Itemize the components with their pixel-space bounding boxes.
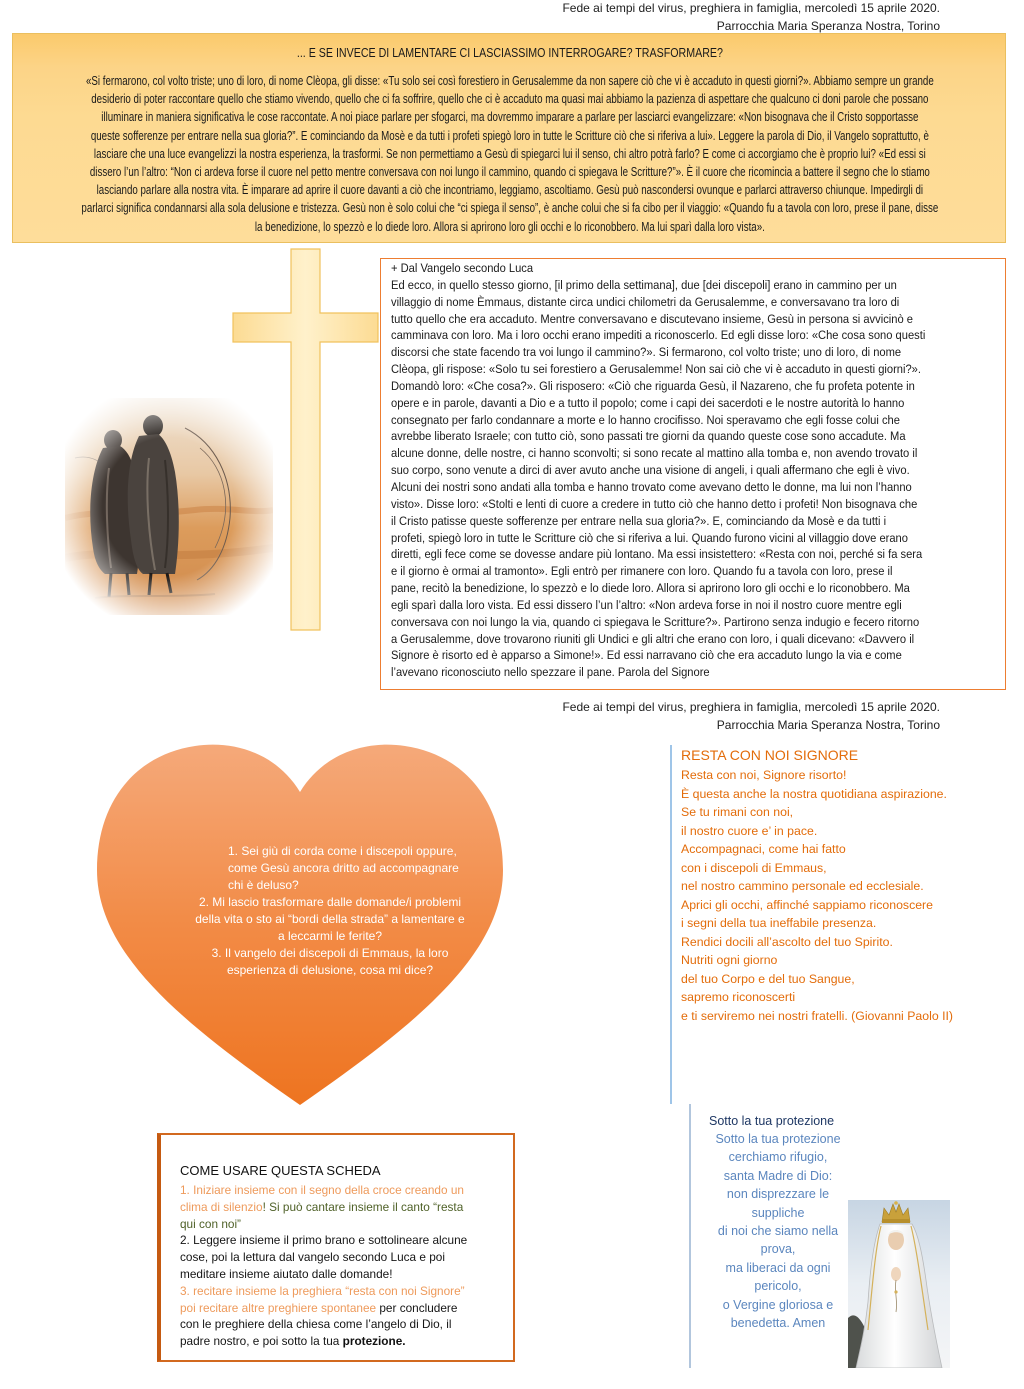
marian-prayer-line: santa Madre di Dio: (723, 1168, 833, 1183)
marian-prayer-line: di noi che siamo nella (717, 1224, 839, 1239)
instructions-line-segment: 3. recitare insieme la preghiera “resta con noi Signore” (180, 1283, 465, 1298)
instructions-line (180, 1300, 467, 1317)
header-top-line-2: Parrocchia Maria Speranza Nostra, Torino (716, 18, 940, 33)
gospel-line: visto». Disse loro: «Stolti e lenti di cuore a credere in tutto ciò che hanno detto i profeti! Non bisognava che (391, 496, 918, 511)
gospel-line: suo corpo, sono venute a dirci di aver avuto anche una visione di angeli, i quali affermano che egli è vivo. (391, 463, 910, 478)
header-top-line-1: Fede ai tempi del virus, preghiera in famiglia, mercoledì 15 aprile 2020. (562, 1, 940, 15)
gospel-line: Signore è risorto ed è apparso a Simone!». Ed essi narravano ciò che era accaduto lungo la via e come (391, 648, 902, 663)
instructions-body (180, 1182, 467, 1350)
gospel-line: camminava con loro. Ma i loro occhi erano impediti a riconoscerlo. Ed egli disse loro: «Che cosa sono questi (391, 328, 926, 343)
instructions-line-segment: ! Si può cantare insieme il canto “resta (262, 1199, 464, 1214)
gospel-line: consegnato per farlo condannare a morte e lo hanno crocifisso. Noi speravamo che egli fosse colui che (391, 412, 900, 427)
gospel-line: profeti, spiegò loro in tutte le Scritture ciò che si riferiva a lui. Quando furono vicini al villaggio dove erano (391, 530, 908, 545)
prayer-line: con i discepoli di Emmaus, (681, 860, 827, 875)
instructions-line-segment: clima di silenzio (180, 1199, 263, 1214)
header-top (562, 0, 940, 35)
question-line: 2. Mi lascio trasformare dalle domande/i problemi (198, 895, 462, 909)
question-1 (228, 843, 459, 894)
gospel-line: Ed ecco, in quello stesso giorno, [il primo della settimana], due [dei discepoli] erano in cammino per un (391, 277, 897, 292)
instructions-line (180, 1249, 467, 1266)
prayer-line: È questa anche la nostra quotidiana aspirazione. (681, 786, 947, 801)
marian-prayer-line: pericolo, (754, 1279, 802, 1294)
prayer-line: e ti serviremo nei nostri fratelli. (Giovanni Paolo II) (681, 1008, 954, 1023)
prayer-line: Se tu rimani con noi, (681, 805, 794, 819)
intro-line: dissero l’un l’altro: “Non ci ardeva forse il cuore nel petto mentre conversava con noi lungo il cammino, quando ci spiegava le Scritture?”». È il cuore che ricomincia a battere il segno che lo stiamo (89, 165, 930, 180)
instructions-line (180, 1232, 467, 1249)
question-3 (160, 945, 500, 979)
prayer-line: Nutriti ogni giorno (681, 953, 778, 967)
marian-prayer-line: prova, (760, 1242, 796, 1257)
gospel-body (391, 277, 1003, 681)
instructions-line-segment: protezione. (342, 1334, 406, 1349)
intro-body (13, 72, 1006, 236)
prayer-title: RESTA CON NOI SIGNORE (681, 747, 859, 763)
intro-line: lasciare che una luce evangelizzi la nostra esperienza, la trasformi. Se non permettiamo a Gesù di spiegarci lui il senso, chi altro potrà farlo? E come ci accorgiamo che è proprio lui? «Ed essi si (93, 146, 926, 161)
gospel-line: Domandò loro: «Che cosa?». Gli risposero: «Ciò che riguarda Gesù, il Nazareno, che fu profeta potente in (391, 378, 915, 393)
instructions-line-segment: meditare insieme aiutato dalle domande! (180, 1266, 393, 1281)
question-line: chi è deluso? (228, 878, 299, 892)
gospel-line: diretti, egli fece come se dovesse andare più lontano. Ma essi insistettero: «Resta con noi, perché si fa sera (391, 547, 923, 562)
marian-prayer-title: Sotto la tua protezione (709, 1114, 835, 1128)
intro-line: illuminare in maniera significativa le cose raccontate. A noi piace parlare per sfogarci, ma dovremmo imparare a parlare per lasciarci evangelizzare: «Non bisognava che il Cristo sopportasse (101, 110, 919, 125)
instructions-line (180, 1316, 467, 1333)
gospel-line: villaggio di nome Èmmaus, distante circa undici chilometri da Gerusalemme, e conversavano tra loro di (391, 294, 900, 309)
gospel-reading-box (380, 258, 1006, 690)
marian-prayer-line: o Vergine gloriosa e (722, 1297, 834, 1312)
intro-line: «Si fermarono, col volto triste; uno di loro, di nome Clèopa, gli disse: «Tu solo sei così forestiero in Gerusalemme da non sapere ciò che vi è accaduto in questi giorni?». Abbiamo sempre un grande (85, 74, 934, 88)
emmaus-painting-image (65, 398, 273, 615)
marian-prayer-divider (689, 1104, 691, 1368)
gospel-text (391, 260, 1003, 681)
prayer-body (681, 766, 953, 1025)
prayer-line: i segni della tua ineffabile presenza. (681, 916, 877, 930)
marian-prayer-line: ma liberaci da ogni (725, 1260, 831, 1275)
gospel-line: tutto quello che era accaduto. Mentre conversavano e discutevano insieme, Gesù in persona si avvicinò e (391, 311, 913, 326)
instructions-line-segment: per concludere (376, 1300, 458, 1315)
gospel-line: e il giorno è ormai al tramonto». Egli entrò per rimanere con loro. Quando fu a tavola con loro, prese il (391, 564, 893, 579)
instructions-line-segment: con le preghiere della chiesa come l’angelo di Dio, il (180, 1317, 452, 1332)
marian-prayer-body (700, 1130, 856, 1332)
question-line: della vita o sto ai “bordi della strada” a lamentare e (195, 912, 465, 926)
instructions-line (180, 1216, 467, 1233)
gospel-line: conversava con noi lungo la via, quando ci spiegava le Scritture?». Partirono senza indugio e fecero ritorno (391, 614, 920, 629)
gospel-line: l’avevano riconosciuto nello spezzare il pane. Parola del Signore (391, 665, 710, 680)
gospel-line: discorsi che state facendo tra voi lungo il cammino?». Si fermarono, col volto triste; uno di loro, di nome (391, 345, 902, 360)
gospel-line: Alcuni dei nostri sono andati alla tomba e hanno trovato come avevano detto le donne, ma lui non l’hanno (391, 479, 912, 494)
intro-line: desiderio di poter raccontare quello che stiamo vivendo, quello che ci fa soffrire, quello che ci è accaduto ma quasi mai abbiamo la pazienza di aspettare che qualcuno ci doni parole che possano (91, 92, 929, 107)
gospel-line: egli sparì dalla loro vista. Ed essi dissero l’un l’altro: «Non ardeva forse in noi il nostro cuore mentre egli (391, 597, 902, 612)
instructions-line-segment: qui con noi” (180, 1216, 241, 1231)
question-line: 3. Il vangelo dei discepoli di Emmaus, la loro (211, 946, 449, 960)
our-lady-statue-image (848, 1200, 950, 1368)
gospel-line: il Cristo patisse queste sofferenze per entrare nella sua gloria?». E, cominciando da Mosè e da tutti i (391, 513, 887, 528)
question-line: 1. Sei giù di corda come i discepoli oppure, (228, 844, 457, 858)
marian-prayer-line: cerchiamo rifugio, (728, 1150, 828, 1165)
intro-title: ... E SE INVECE DI LAMENTARE CI LASCIASSIMO INTERROGARE? TRASFORMARE? (296, 45, 723, 60)
instructions-line (180, 1283, 467, 1300)
instructions-line-segment: poi recitare altre preghiere spontanee (180, 1300, 377, 1315)
prayer-line: Accompagnaci, come hai fatto (681, 842, 846, 856)
intro-line: lasciando parlare alla nostra vita. È imparare ad aprire il cuore davanti a ciò che incontriamo, leggiamo, ascoltiamo. Gesù può nascondersi ovunque e parlarci attraverso chiunque. Impedirgli di (96, 183, 924, 198)
marian-prayer-line: benedetta. Amen (730, 1316, 826, 1331)
gospel-line: alcune donne, delle nostre, ci hanno sconvolti; si sono recate al mattino alla tomba e, non avendo trovato il (391, 446, 918, 461)
intro-line: la benedizione, lo spezzò e lo diede loro. Allora si aprirono loro gli occhi e lo riconobbero. Ma lui sparì dalla loro vista». (254, 219, 765, 234)
intro-line: queste sofferenze per entrare nella sua gloria?”. E cominciando da Mosè e da tutti i profeti spiegò loro in tutte le Scritture ciò che si riferiva a lui». Leggere la parola di Dio, il Vangelo soprattutto, è (90, 128, 929, 143)
intro-reflection-box (12, 33, 1006, 243)
instructions-line-segment: 2. Leggere insieme il primo brano e sottolineare alcune (180, 1233, 468, 1248)
prayer-line: Aprici gli occhi, affinché sappiamo riconoscere (681, 897, 933, 912)
prayer-line: Rendici docili all’ascolto del tuo Spirito. (681, 934, 893, 949)
marian-prayer-line: suppliche (751, 1205, 805, 1220)
prayer-line: Resta con noi, Signore risorto! (681, 768, 847, 782)
instructions-line (180, 1333, 467, 1350)
gospel-line: avrebbe liberato Israele; con tutto ciò, sono passati tre giorni da quando queste cose sono accadute. Ma (391, 429, 906, 444)
prayer-line: sapremo riconoscerti (681, 990, 796, 1004)
intro-line: parlarci significa condannarsi alla sola delusione e tristezza. Gesù non è solo colui che “ci spiega il senso”, è anche colui che si fa cibo per il viaggio: «Quando fu a tavola con loro, prese il pane, disse (81, 201, 939, 216)
instructions-line-segment: cose, poi la lettura dal vangelo secondo Luca e poi (180, 1250, 445, 1265)
instructions-title: COME USARE QUESTA SCHEDA (180, 1163, 381, 1178)
gospel-heading: + Dal Vangelo secondo Luca (391, 261, 534, 275)
instructions-line (180, 1199, 467, 1216)
question-2 (160, 894, 500, 945)
prayer-line: nel nostro cammino personale ed ecclesiale. (681, 879, 924, 893)
gospel-line: opere e in parole, davanti a Dio e a tutto il popolo; come i capi dei sacerdoti e le nostre autorità lo hanno (391, 395, 905, 410)
gospel-line: Clèopa, gli rispose: «Solo tu sei forestiero a Gerusalemme! Non sai ciò che vi è accaduto in questi giorni?». (391, 362, 921, 377)
header-middle-line-2: Parrocchia Maria Speranza Nostra, Torino (716, 717, 940, 732)
question-line: a leccarmi le ferite? (277, 929, 383, 943)
prayer-line: del tuo Corpo e del tuo Sangue, (681, 971, 855, 986)
instructions-line (180, 1266, 467, 1283)
instructions-line (180, 1182, 467, 1199)
gospel-line: a Gerusalemme, dove trovarono riuniti gli Undici e gli altri che erano con loro, i quali dicevano: «Davvero il (391, 631, 915, 646)
gospel-line: pane, recitò la benedizione, lo spezzò e lo diede loro. Allora si aprirono loro gli occhi e lo riconobbero. Ma (391, 581, 910, 596)
instructions-line-segment: padre nostro, e poi sotto la tua (180, 1334, 343, 1349)
marian-prayer-line: non disprezzare le (726, 1187, 830, 1202)
header-middle (562, 699, 940, 734)
question-line: esperienza di delusione, cosa mi dice? (226, 963, 434, 977)
question-line: come Gesù ancora dritto ad accompagnare (228, 861, 459, 875)
instructions-line-segment: 1. Iniziare insieme con il segno della croce creando un (180, 1183, 464, 1197)
marian-prayer-line: Sotto la tua protezione (715, 1132, 841, 1146)
prayer-line: il nostro cuore e’ in pace. (681, 823, 818, 838)
prayer-divider (670, 745, 672, 1104)
header-middle-line-1: Fede ai tempi del virus, preghiera in famiglia, mercoledì 15 aprile 2020. (562, 700, 940, 714)
